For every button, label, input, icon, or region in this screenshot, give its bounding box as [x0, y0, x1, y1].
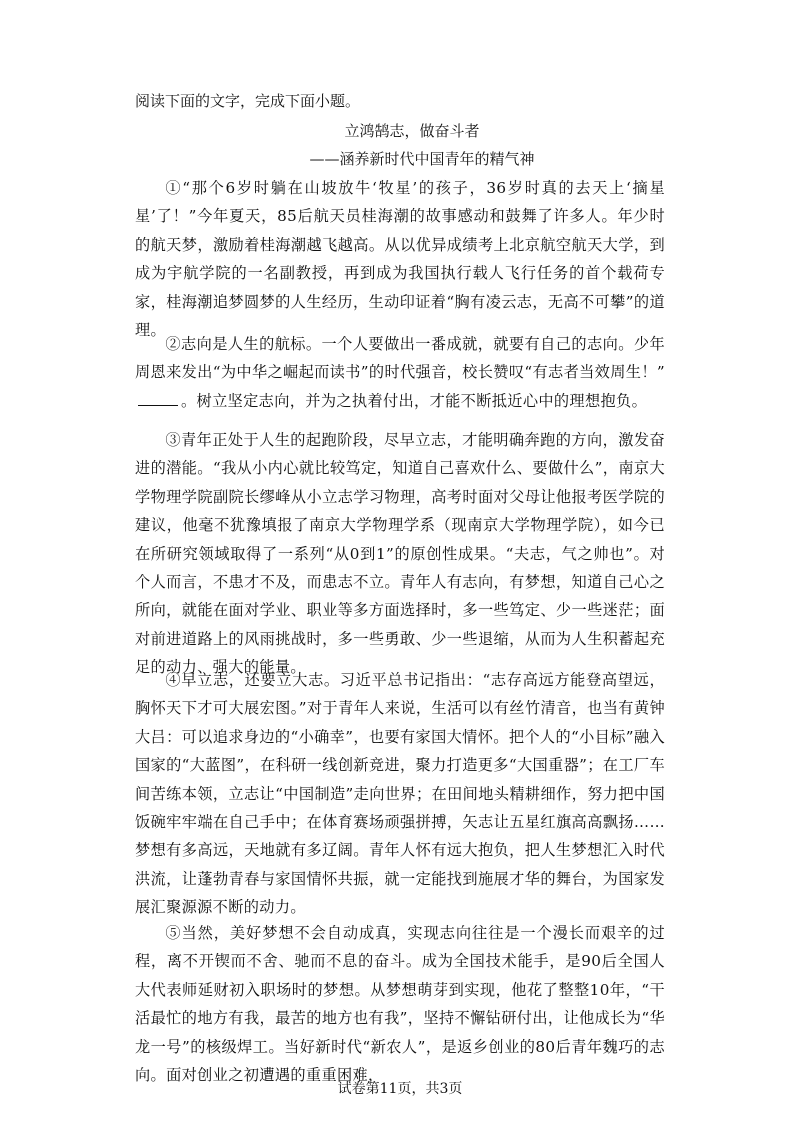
answer-blank: [138, 391, 178, 406]
article-title: 立鸿鹄志，做奋斗者: [344, 122, 480, 140]
reading-instruction: 阅读下面的文字，完成下面小题。: [135, 92, 361, 110]
paragraph-3: ③青年正处于人生的起跑阶段，尽早立志，才能明确奔跑的方向，激发奋进的潜能。“我从小内心就比较笃定，知道自己喜欢什么、要做什么”，南京大学物理学院副院长缪峰从小立志学习物理，高考时面对父母让他报考医学院的建议，他毫不犹豫填报了南京大学物理学系（现南京大学物理学院），如今已在所研究领域取得了一系列“从0到1”的原创性成果。“夫志，气之帅也”。对个人而言，不患才不及，而患志不立。青年人有志向，有梦想，知道自己心之所向，就能在面对学业、职业等多方面选择时，多一些笃定、少一些迷茫；面对前进道路上的风雨挑战时，多一些勇敢、少一些退缩，从而为人生积蓄起充足的动力、强大的能量。: [135, 431, 665, 677]
paragraph-4: ④早立志，还要立大志。习近平总书记指出：“志存高远方能登高望远，胸怀天下才可大展宏图。”对于青年人来说，生活可以有丝竹清音，也当有黄钟大吕：可以追求身边的“小确幸”，也要有家国大情怀。把个人的“小目标”融入国家的“大蓝图”，在科研一线创新竞进，聚力打造更多“大国重器”；在工厂车间苦练本领，立志让“中国制造”走向世界；在田间地头精耕细作，努力把中国饭碗牢牢端在自己手中；在体育赛场顽强拼搏，矢志让五星红旗高高飘扬……梦想有多高远，天地就有多辽阔。青年人怀有远大抱负，把人生梦想汇入时代洪流，让蓬勃青春与家国情怀共振，就一定能找到施展才华的舞台，为国家发展汇聚源源不断的动力。: [135, 671, 665, 917]
paragraph-5: ⑤当然，美好梦想不会自动成真，实现志向往往是一个漫长而艰辛的过程，离不开锲而不舍、驰而不息的奋斗。成为全国技术能手，是90后全国人大代表师延财初入职场时的梦想。从梦想萌芽到实现，他花了整整10年，“干活最忙的地方有我，最苦的地方也有我”，坚持不懈钻研付出，让他成长为“华龙一号”的核级焊工。当好新时代“新农人”，是返乡创业的80后青年魏巧的志向。面对创业之初遭遇的重重困难，: [135, 924, 665, 1085]
paragraph-2-tail: 。树立坚定志向，并为之执着付出，才能不断抵近心中的理想抱负。: [181, 391, 648, 410]
paragraph-1: ①“那个6岁时躺在山坡放牛‘牧星’的孩子，36岁时真的去天上‘摘星星’了！”今年夏天，85后航天员桂海潮的故事感动和鼓舞了许多人。年少时的航天梦，激励着桂海潮越飞越高。从以优异成绩考上北京航空航天大学，到成为宇航学院的一名副教授，再到成为我国执行载人飞行任务的首个载荷专家，桂海潮追梦圆梦的人生经历，生动印证着“胸有凌云志，无高不可攀”的道理。: [135, 179, 665, 340]
article-subtitle: ——涵养新时代中国青年的精气神: [309, 150, 535, 168]
page-footer: 试卷第11页，共3页: [337, 1081, 463, 1097]
paragraph-2-text: ②志向是人生的航标。一个人要做出一番成就，就要有自己的志向。少年周恩来发出“为中华之崛起而读书”的时代强音，校长赞叹“有志者当效周生！”: [135, 335, 665, 382]
paragraph-2: [135, 330, 665, 415]
